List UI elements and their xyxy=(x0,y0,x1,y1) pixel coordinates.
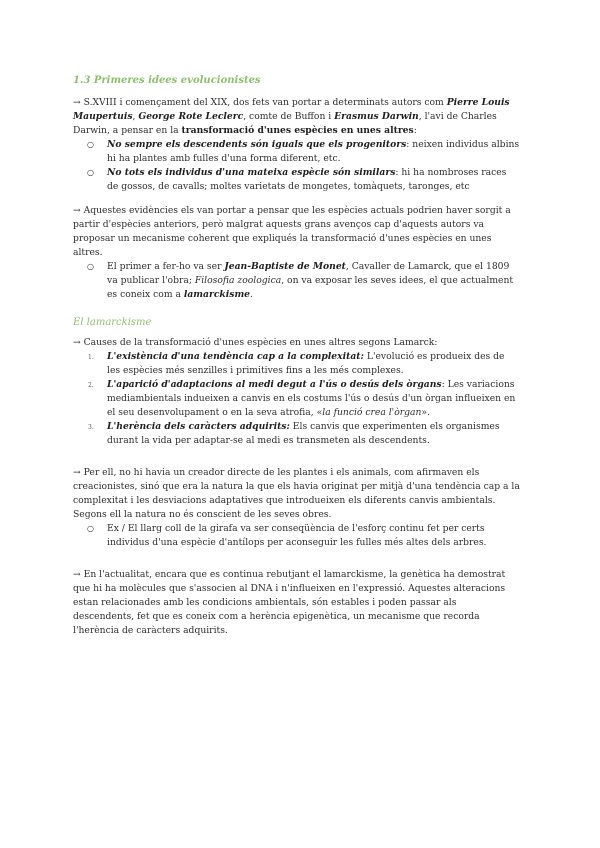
evidence-list xyxy=(73,138,520,194)
list-item: 2. L'aparició d'adaptacions al medi degut a l'ús o desús dels òrgans: Les variacions mediambientals indueixen a canvis en els costums l'ús o desús d'un òrgan influeixen en el seu desenvolupament o en la seva atrofia, «la funció crea l'òrgan». xyxy=(88,379,516,418)
paragraph-epigenetics: → En l'actualitat, encara que es continua rebutjant el lamarckisme, la genètica ha demostrat que hi ha molècules que s'associen al DNA i n'influeixen en l'expressió. Aquestes alteracions estan relacionades amb les condicions ambientals, són estables i poden passar als descendents, fet que es coneix com a herència epigenètica, un mecanisme que recorda l'herència de caràcters adquirits. xyxy=(73,569,506,636)
list-item: ○ Ex / El llarg coll de la girafa va ser conseqüència de l'esforç continu fet per certs individus d'una espècie d'antílops per aconseguir les fulles més altes dels arbres. xyxy=(107,522,520,550)
paragraph-creator: → Per ell, no hi havia un creador directe de les plantes i els animals, com afirmaven els creacionistes, sinó que era la natura la que els havia originat per mitjà d'una tendència cap a la complexitat i les desviacions adaptatives que introdueixen els diferents canvis ambientals. Segons ell la natura no és conscient de les seves obres. xyxy=(73,467,520,520)
list-item: ○ No sempre els descendents són iguals que els progenitors: neixen individus albins hi ha plantes amb fulles d'una forma diferent, etc. xyxy=(107,138,520,166)
author-maupertuis: Pierre Louis Maupertuis xyxy=(73,97,510,122)
key-concept: transformació d'unes espècies en unes altres xyxy=(181,125,414,136)
author-leclerc: George Rote Leclerc xyxy=(138,111,244,122)
document-page xyxy=(73,74,520,638)
paragraph-causes: → Causes de la transformació d'unes espècies en unes altres segons Lamarck: xyxy=(73,337,438,348)
list-item: 3. L'herència dels caràcters adquirits: Els canvis que experimenten els organismes durant la vida per adaptar-se al medi es transmeten als descendents. xyxy=(88,421,500,446)
list-item: ○ El primer a fer-ho va ser Jean-Baptiste de Monet, Cavaller de Lamarck, que el 1809 va publicar l'obra; Filosofia zoologica, on va exposar les seves idees, el que actualment es coneix com a lamarckisme. xyxy=(107,260,520,302)
section-heading-primeres-idees: 1.3 Primeres idees evolucionistes xyxy=(73,75,261,86)
paragraph-evidences: → Aquestes evidències els van portar a pensar que les espècies actuals podrien haver sorgit a partir d'espècies anteriors, però malgrat aquests grans avenços cap d'aquests autors va proposar un mecanisme coherent que expliqués la transformació d'unes espècies en unes altres. xyxy=(73,205,511,258)
section-heading-lamarckisme: El lamarckisme xyxy=(73,317,152,328)
causes-list xyxy=(73,350,520,448)
list-item: 1. L'existència d'una tendència cap a la complexitat: L'evolució es produeix des de les espècies més senzilles i primitives fins a les més complexes. xyxy=(88,351,505,376)
lamarck-list xyxy=(73,260,520,302)
list-item: ○ No tots els individus d'una mateixa espècie són similars: hi ha nombroses races de gossos, de cavalls; moltes varietats de mongetes, tomàquets, taronges, etc xyxy=(107,166,520,194)
example-list xyxy=(73,522,520,550)
paragraph-intro: → S.XVIII i començament del XIX, dos fets van portar a determinats autors com Pierre Louis Maupertuis, George Rote Leclerc, comte de Buffon i Erasmus Darwin, l'avi de Charles Darwin, a pensar en la transformació d'unes espècies en unes altres: xyxy=(73,97,510,136)
author-erasmus-darwin: Erasmus Darwin xyxy=(334,111,419,122)
